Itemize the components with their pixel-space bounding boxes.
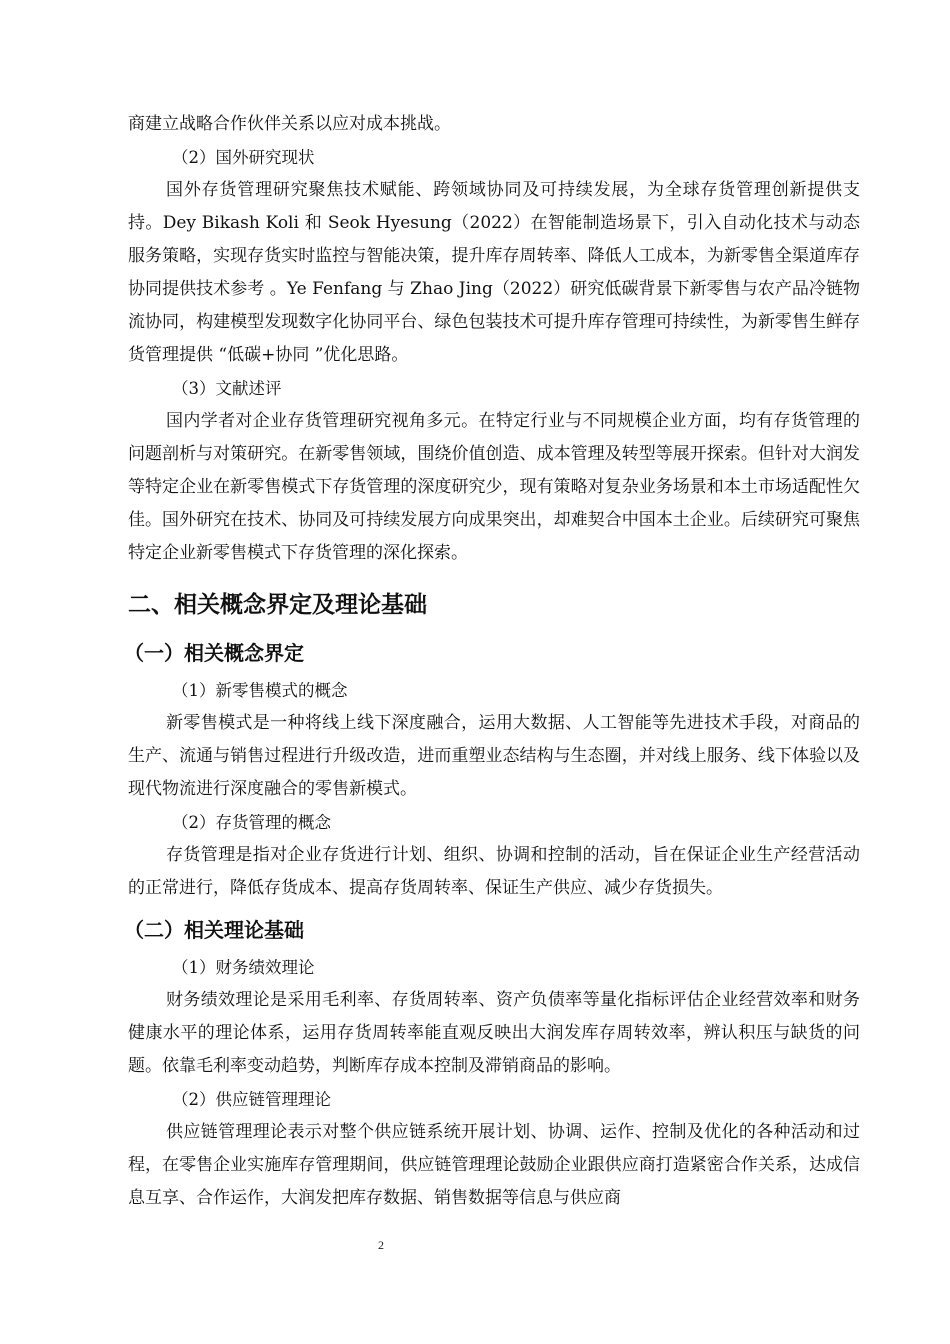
paragraph-literature-review: 国内学者对企业存货管理研究视角多元。在特定行业与不同规模企业方面，均有存货管理的问题剖析与对策研究。在新零售领域，围绕价值创造、成本管理及转型等展开探索。但针对大润发等特定企业在新零售模式下存货管理的深度研究少，现有策略对复杂业务场景和本土市场适配性欠佳。国外研究在技术、协同及可持续发展方向成果突出，却难契合中国本土企业。后续研究可聚焦特定企业新零售模式下存货管理的深化探索。 [128, 411, 860, 563]
document-body [124, 108, 860, 1215]
subsection-financial-performance: （1）财务绩效理论 [172, 958, 315, 977]
paragraph-inventory-management: 存货管理是指对企业存货进行计划、组织、协调和控制的活动，旨在保证企业生产经营活动的正常进行，降低存货成本、提高存货周转率、保证生产供应、减少存货损失。 [128, 845, 860, 898]
section-heading-concepts: （一）相关概念界定 [124, 641, 304, 665]
paragraph-continuation: 商建立战略合作伙伴关系以应对成本挑战。 [128, 114, 451, 134]
subsection-supply-chain: （2）供应链管理理论 [172, 1090, 331, 1109]
subsection-new-retail: （1）新零售模式的概念 [172, 681, 348, 700]
paragraph-supply-chain: 供应链管理理论表示对整个供应链系统开展计划、协调、运作、控制及优化的各种活动和过程，在零售企业实施库存管理期间，供应链管理理论鼓励企业跟供应商打造紧密合作关系，达成信息互享、合作运作，大润发把库存数据、销售数据等信息与供应商 [128, 1122, 860, 1208]
subsection-literature-review: （3）文献述评 [172, 379, 282, 398]
chapter-heading: 二、相关概念界定及理论基础 [128, 592, 427, 618]
page-number: 2 [378, 1238, 384, 1252]
subsection-foreign-research: （2）国外研究现状 [172, 148, 315, 167]
paragraph-foreign-research: 国外存货管理研究聚焦技术赋能、跨领域协同及可持续发展，为全球存货管理创新提供支持。Dey Bikash Koli 和 Seok Hyesung（2022）在智能制造场景下，引入自动化技术与动态服务策略，实现存货实时监控与智能决策，提升库存周转率、降低人工成本，为新零售全渠道库存协同提供技术参考 。Ye Fenfang 与 Zhao Jing（2022）研究低碳背景下新零售与农产品冷链物流协同，构建模型发现数字化协同平台、绿色包装技术可提升库存管理可持续性，为新零售生鲜存货管理提供 “低碳+协同 ”优化思路。 [128, 180, 860, 365]
subsection-inventory-management: （2）存货管理的概念 [172, 813, 331, 832]
paragraph-new-retail: 新零售模式是一种将线上线下深度融合，运用大数据、人工智能等先进技术手段，对商品的生产、流通与销售过程进行升级改造，进而重塑业态结构与生态圈，并对线上服务、线下体验以及现代物流进行深度融合的零售新模式。 [128, 713, 860, 799]
paragraph-financial-performance: 财务绩效理论是采用毛利率、存货周转率、资产负债率等量化指标评估企业经营效率和财务健康水平的理论体系，运用存货周转率能直观反映出大润发库存周转效率，辨认积压与缺货的问题。依靠毛利率变动趋势，判断库存成本控制及滞销商品的影响。 [128, 990, 860, 1076]
section-heading-theory: （二）相关理论基础 [124, 918, 304, 942]
